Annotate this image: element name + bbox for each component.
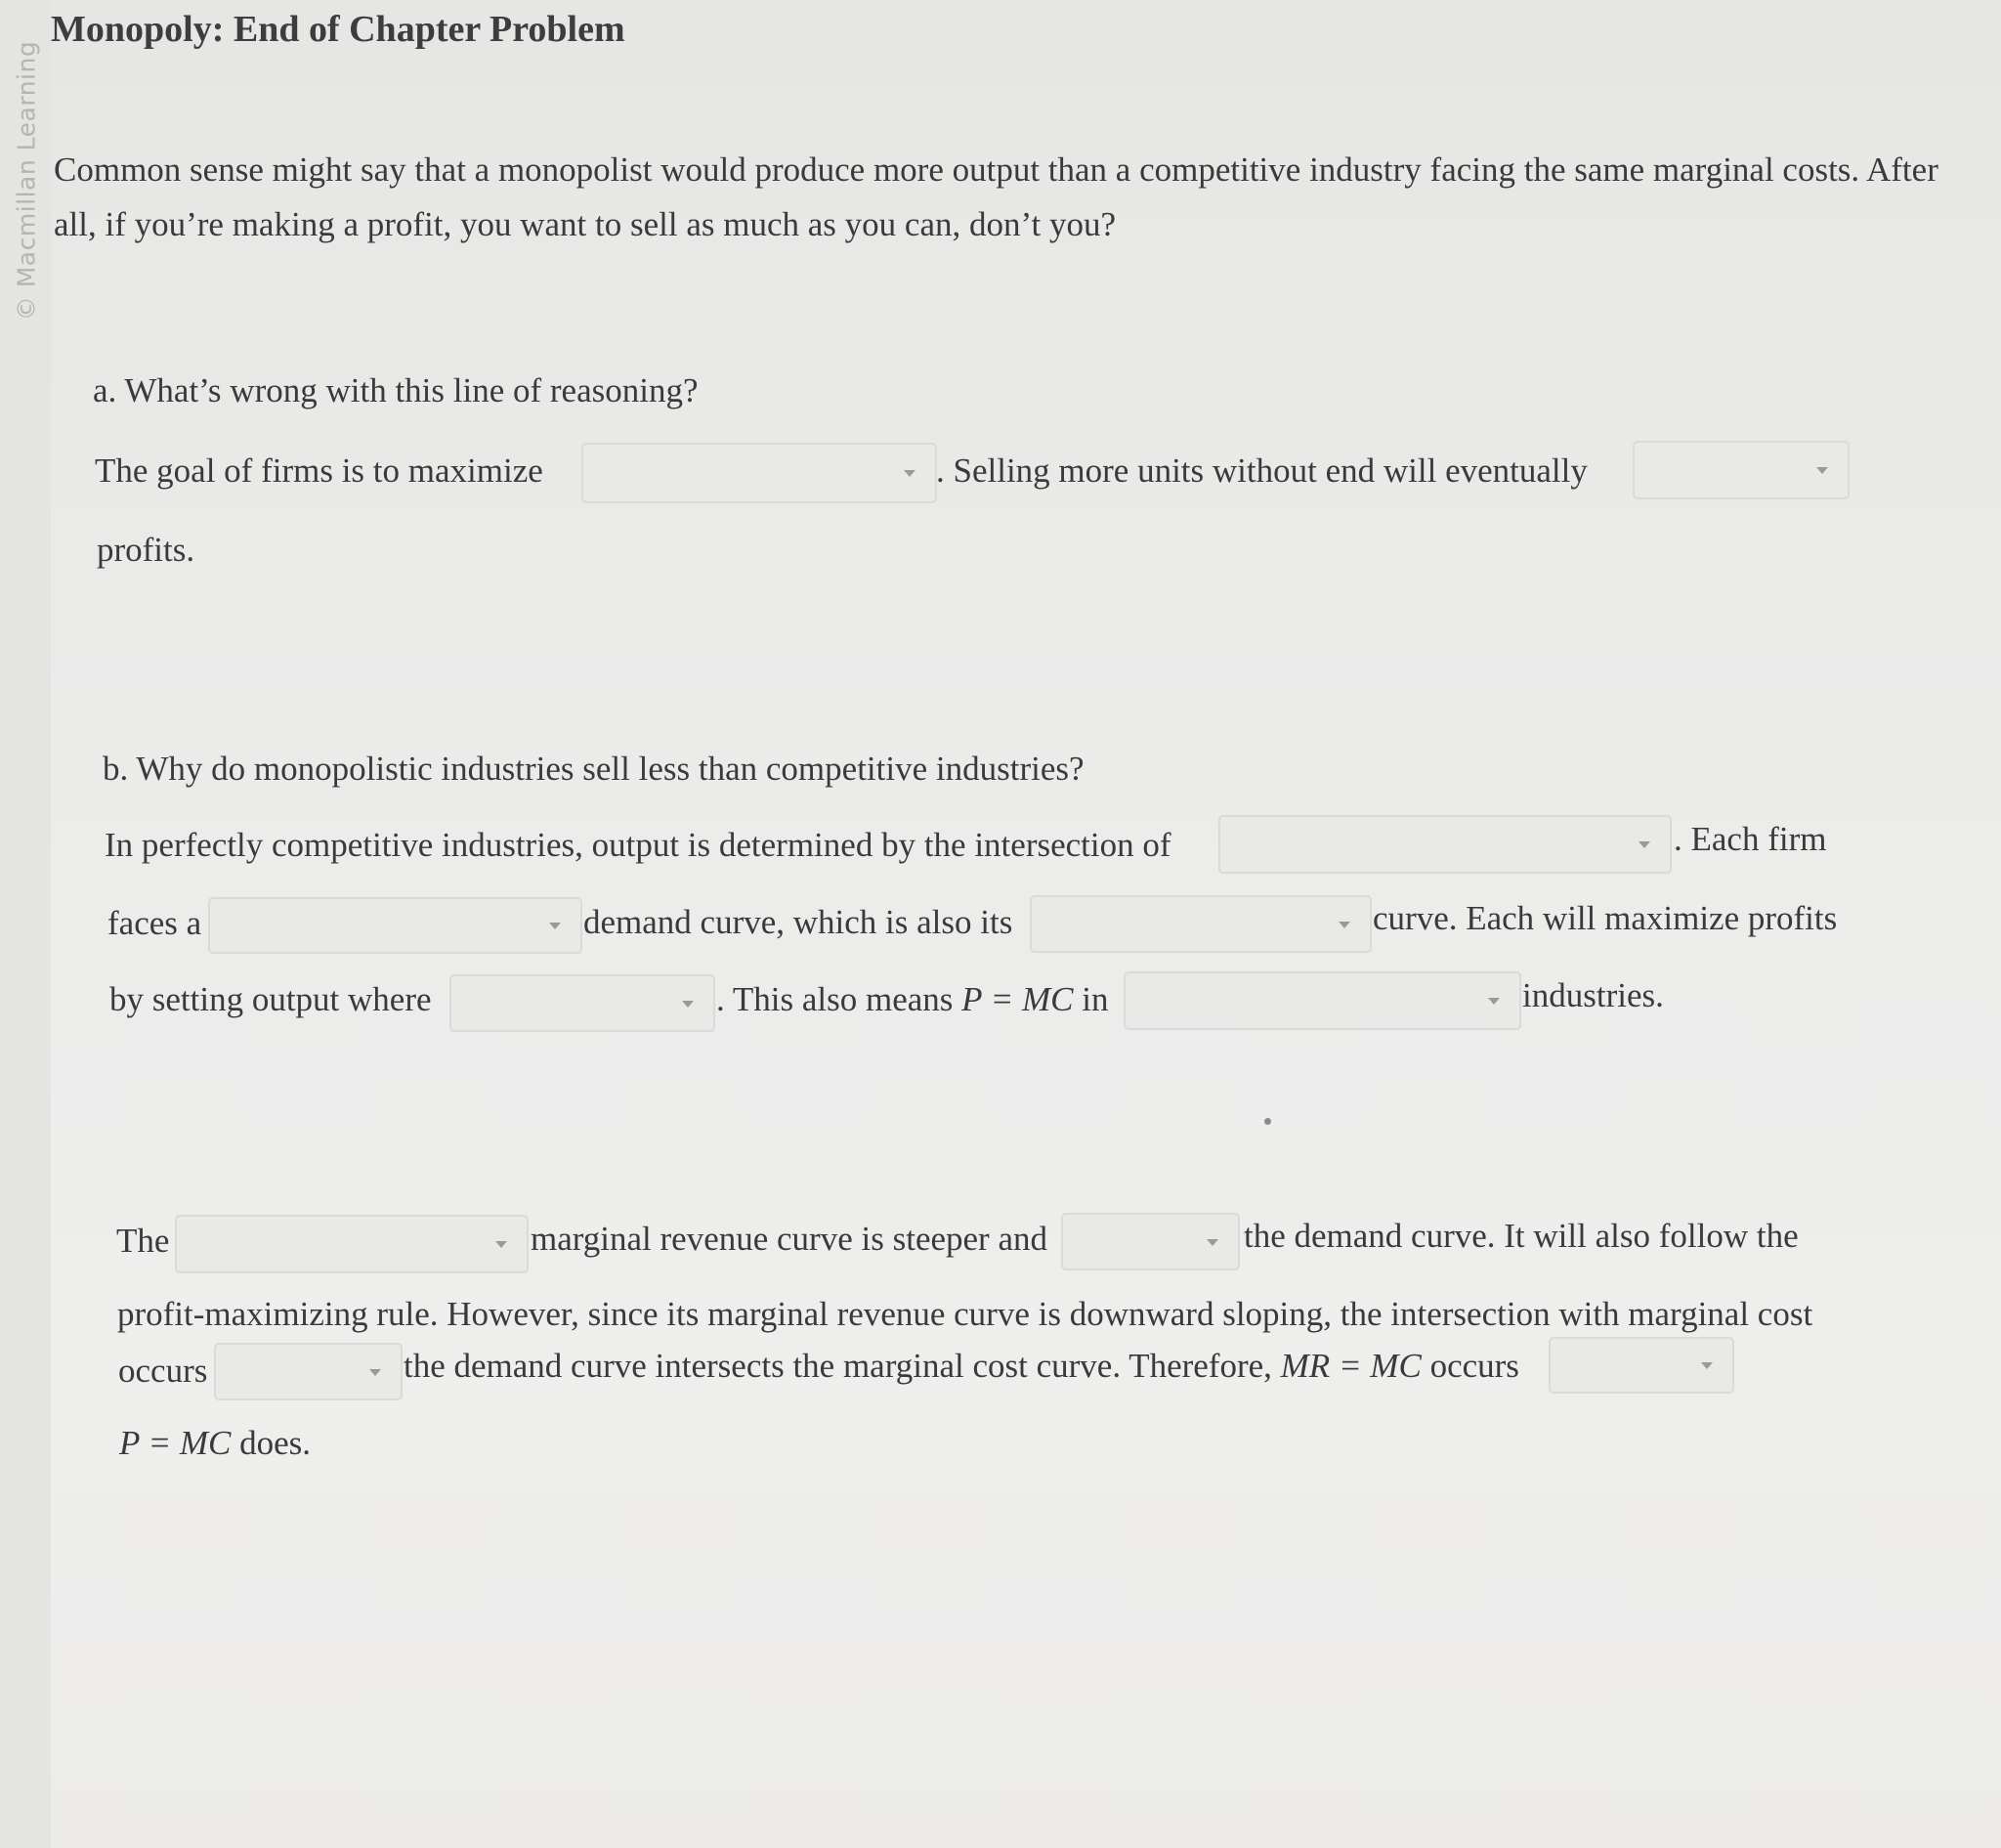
b-sentence-2: . Each firm [1674,820,1827,858]
mr-equals-mc-equation: MR = MC [1280,1347,1422,1385]
monopoly-sentence-5: occurs [118,1352,208,1390]
chevron-down-icon [1639,841,1650,848]
dropdown-monopoly-mr-mc-occurs[interactable] [1549,1337,1734,1394]
b-sentence-5: curve. Each will maximize profits [1373,899,1838,937]
page-title: Monopoly: End of Chapter Problem [51,9,625,50]
dropdown-b-demand-curve-type[interactable] [208,897,582,954]
monopoly-sentence-7 [119,1424,311,1463]
dropdown-b-industry-type[interactable] [1124,971,1521,1030]
p-equals-mc-equation: P = MC [119,1424,232,1462]
b-sentence-7-text-a: . This also means [716,980,962,1018]
monopoly-sentence-6-text: the demand curve intersects the marginal cost curve. Therefore, [404,1347,1281,1385]
chevron-down-icon [1816,467,1828,474]
monopoly-sentence-2: marginal revenue curve is steeper and [531,1220,1047,1258]
dropdown-b-intersection[interactable] [1218,815,1672,874]
dropdown-monopoly-occurs[interactable] [214,1343,403,1400]
b-sentence-8: industries. [1522,976,1664,1014]
b-sentence-7 [716,980,1109,1019]
b-sentence-3: faces a [107,904,202,942]
dropdown-b-its-curve[interactable] [1030,895,1372,953]
monopoly-sentence-3: the demand curve. It will also follow the [1244,1217,1799,1255]
monopoly-sentence-4: profit-maximizing rule. However, since its marginal revenue curve is downward sloping, the intersection with marginal cost [117,1295,1813,1333]
monopoly-sentence-6 [404,1347,1519,1386]
chevron-down-icon [904,470,915,477]
a-sentence-3: profits. [97,531,195,569]
monopoly-sentence-7-text: does. [231,1424,312,1462]
b-sentence-1: In perfectly competitive industries, output is determined by the intersection of [105,826,1171,864]
b-sentence-4: demand curve, which is also its [583,903,1013,941]
b-sentence-6: by setting output where [109,980,432,1018]
intro-paragraph: Common sense might say that a monopolist would produce more output than a competitive industry facing the same marginal costs. After all, if you’re making a profit, you want to sell as much as you can, don’t you? [54,150,1938,243]
stray-dot [1264,1118,1271,1125]
chevron-down-icon [495,1241,507,1248]
chevron-down-icon [1339,922,1350,928]
chevron-down-icon [1701,1362,1713,1369]
chevron-down-icon [549,923,561,929]
dropdown-monopoly-relation[interactable] [1061,1213,1240,1270]
a-sentence-1: The goal of firms is to maximize [95,451,543,490]
dropdown-a-maximize[interactable] [581,443,937,503]
question-b: b. Why do monopolistic industries sell less than competitive industries? [103,750,1085,788]
macmillan-learning-watermark [6,29,47,332]
chevron-down-icon [1488,998,1500,1005]
dropdown-a-eventually[interactable] [1633,441,1850,499]
monopoly-sentence-1: The [116,1222,170,1260]
dropdown-b-output-where[interactable] [449,974,715,1032]
a-sentence-2: . Selling more units without end will eventually [936,451,1588,490]
brand-text: © Macmillan Learning [12,40,41,322]
chevron-down-icon [369,1369,381,1376]
p-equals-mc-equation: P = MC [961,980,1074,1018]
chevron-down-icon [1207,1239,1218,1246]
monopoly-sentence-6-text-b: occurs [1421,1347,1519,1385]
chevron-down-icon [682,1001,694,1008]
question-a: a. What’s wrong with this line of reasoning? [93,371,699,409]
b-sentence-7-text-b: in [1073,980,1109,1018]
dropdown-monopoly-mr-type[interactable] [175,1215,529,1273]
